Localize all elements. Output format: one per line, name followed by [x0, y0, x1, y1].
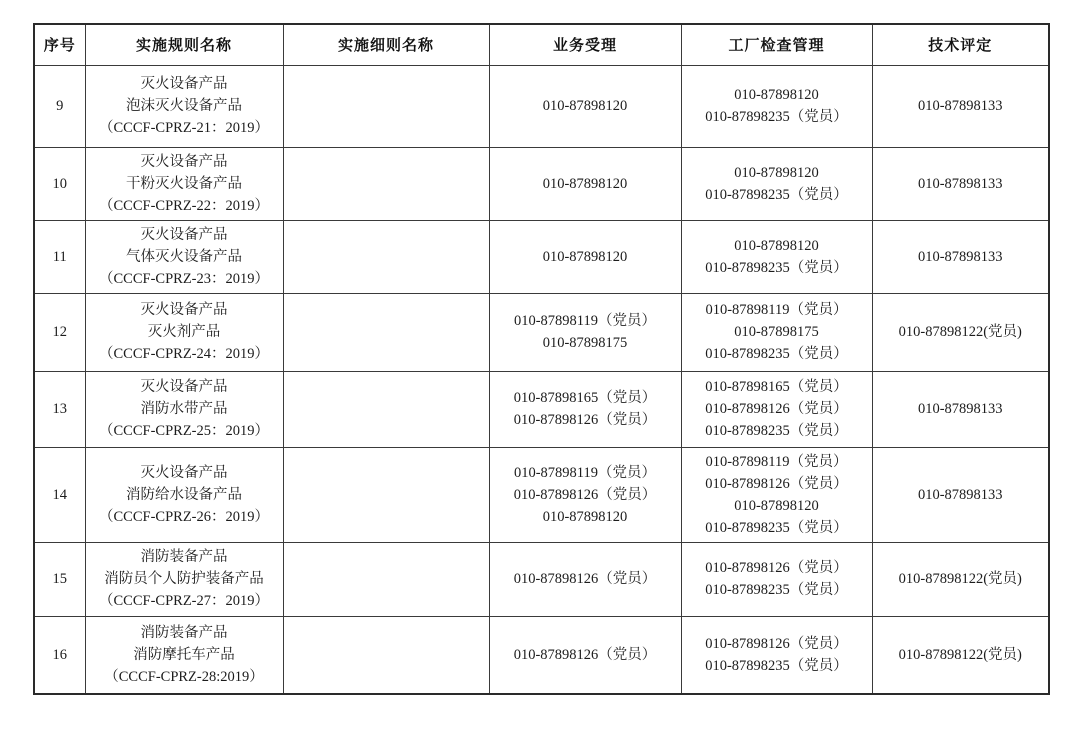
cell-line: 灭火设备产品 — [140, 153, 228, 170]
cell-factory-inspection-management — [681, 371, 872, 447]
table-row — [34, 65, 1049, 147]
cell-business-acceptance — [489, 65, 681, 147]
cell-business-acceptance — [489, 616, 681, 694]
cell-factory-inspection-management — [681, 65, 872, 147]
cell-line: 010-87898120 — [542, 175, 628, 192]
cell-line: 消防水带产品 — [140, 401, 228, 417]
cell-line: 灭火设备产品 — [140, 226, 228, 243]
cell-line: （CCCF-CPRZ-27：2019） — [99, 593, 269, 609]
cell-line: 消防装备产品 — [140, 549, 228, 565]
cell-line: 010-87898165（党员） — [513, 390, 657, 406]
cell-implementation-detail-name — [283, 65, 489, 147]
cell-line: 010-87898235（党员） — [705, 109, 848, 125]
cell-line: 16 — [52, 646, 67, 663]
cell-line: 010-87898235（党员） — [705, 582, 848, 598]
header-technical-evaluation: 技术评定 — [872, 24, 1049, 65]
cell-technical-evaluation — [872, 65, 1049, 147]
cell-implementation-rule-name — [85, 371, 283, 447]
header-implementation-rule-name: 实施规则名称 — [85, 24, 283, 65]
cell-technical-evaluation — [872, 447, 1049, 542]
cell-serial-number — [34, 293, 85, 371]
cell-implementation-detail-name — [283, 220, 489, 293]
cell-line: 消防给水设备产品 — [126, 486, 242, 503]
table-row — [34, 147, 1049, 220]
cell-line: （CCCF-CPRZ-28:2019） — [104, 668, 264, 685]
cell-line: 010-87898133 — [917, 486, 1003, 503]
header-row — [34, 24, 1049, 65]
cell-line: 干粉灭火设备产品 — [126, 175, 242, 192]
cell-line: （CCCF-CPRZ-25：2019） — [99, 423, 269, 439]
cell-business-acceptance — [489, 220, 681, 293]
cell-implementation-rule-name — [85, 147, 283, 220]
table-row — [34, 293, 1049, 371]
cell-line: 12 — [52, 324, 67, 340]
cell-implementation-detail-name — [283, 371, 489, 447]
cell-line: 010-87898126（党员） — [513, 412, 657, 428]
cell-line: 9 — [56, 98, 64, 114]
cell-line: 消防员个人防护装备产品 — [104, 571, 264, 587]
cell-line: 010-87898133 — [917, 98, 1003, 114]
cell-line: 灭火设备产品 — [140, 302, 228, 318]
cell-line: 010-87898175 — [542, 335, 628, 351]
cell-implementation-rule-name — [85, 616, 283, 694]
cell-line: （CCCF-CPRZ-24：2019） — [99, 346, 269, 362]
cell-line: 010-87898126（党员） — [705, 560, 848, 576]
cell-line: 灭火剂产品 — [147, 324, 221, 340]
cell-line: 010-87898119（党员） — [513, 313, 657, 329]
cell-line: 010-87898235（党员） — [705, 259, 848, 276]
cell-implementation-detail-name — [283, 293, 489, 371]
cell-line: 13 — [52, 401, 67, 417]
cell-technical-evaluation — [872, 220, 1049, 293]
cell-line: 010-87898126（党员） — [705, 475, 848, 492]
cell-line: （CCCF-CPRZ-22：2019） — [99, 197, 269, 214]
cell-line: 010-87898133 — [917, 401, 1003, 417]
cell-line: （CCCF-CPRZ-26：2019） — [99, 508, 269, 525]
cell-line: 消防摩托车产品 — [133, 646, 235, 663]
cell-line: 灭火设备产品 — [140, 379, 228, 395]
cell-line: （CCCF-CPRZ-23：2019） — [99, 270, 269, 287]
cell-technical-evaluation — [872, 616, 1049, 694]
cell-serial-number — [34, 447, 85, 542]
cell-line: （CCCF-CPRZ-21：2019） — [99, 120, 269, 136]
cell-line: 010-87898122(党员) — [898, 324, 1022, 340]
cell-line: 010-87898133 — [917, 248, 1003, 265]
header-implementation-detail-name: 实施细则名称 — [283, 24, 489, 65]
cell-line: 消防装备产品 — [140, 624, 228, 641]
header-serial-number: 序号 — [34, 24, 85, 65]
cell-line: 010-87898122(党员) — [898, 646, 1022, 663]
cell-implementation-detail-name — [283, 447, 489, 542]
cell-implementation-detail-name — [283, 542, 489, 616]
cell-serial-number — [34, 147, 85, 220]
cell-factory-inspection-management — [681, 220, 872, 293]
cell-line: 10 — [52, 175, 67, 192]
cell-line: 010-87898120 — [734, 237, 819, 254]
cell-line: 泡沫灭火设备产品 — [126, 98, 242, 114]
cell-technical-evaluation — [872, 371, 1049, 447]
cell-serial-number — [34, 616, 85, 694]
cell-line: 010-87898120 — [734, 164, 819, 181]
table-row — [34, 371, 1049, 447]
cell-serial-number — [34, 65, 85, 147]
cell-business-acceptance — [489, 542, 681, 616]
cell-line: 010-87898126（党员） — [513, 646, 657, 663]
cell-line: 灭火设备产品 — [140, 76, 228, 92]
cell-line: 010-87898126（党员） — [705, 401, 848, 417]
cell-technical-evaluation — [872, 293, 1049, 371]
certification-contact-table — [33, 23, 1050, 695]
table-row — [34, 447, 1049, 542]
cell-line: 010-87898126（党员） — [513, 486, 657, 503]
cell-implementation-rule-name — [85, 447, 283, 542]
cell-line: 010-87898120 — [542, 98, 628, 114]
cell-factory-inspection-management — [681, 293, 872, 371]
cell-implementation-rule-name — [85, 65, 283, 147]
cell-technical-evaluation — [872, 542, 1049, 616]
table-body — [34, 65, 1049, 694]
cell-serial-number — [34, 220, 85, 293]
cell-line: 010-87898175 — [734, 324, 819, 340]
cell-line: 灭火设备产品 — [140, 464, 228, 481]
cell-implementation-rule-name — [85, 542, 283, 616]
header-factory-inspection-management: 工厂检查管理 — [681, 24, 872, 65]
table-row — [34, 616, 1049, 694]
cell-line: 010-87898119（党员） — [705, 302, 848, 318]
header-business-acceptance: 业务受理 — [489, 24, 681, 65]
cell-business-acceptance — [489, 371, 681, 447]
cell-implementation-rule-name — [85, 293, 283, 371]
cell-line: 010-87898126（党员） — [513, 571, 657, 587]
cell-factory-inspection-management — [681, 542, 872, 616]
cell-line: 010-87898120 — [542, 248, 628, 265]
cell-line: 15 — [52, 571, 67, 587]
cell-line: 010-87898122(党员) — [898, 571, 1022, 587]
cell-line: 010-87898120 — [734, 497, 819, 514]
cell-line: 010-87898235（党员） — [705, 657, 848, 674]
cell-serial-number — [34, 371, 85, 447]
cell-line: 14 — [52, 486, 67, 503]
cell-factory-inspection-management — [681, 447, 872, 542]
cell-line: 010-87898235（党员） — [705, 186, 848, 203]
table-row — [34, 542, 1049, 616]
cell-technical-evaluation — [872, 147, 1049, 220]
cell-business-acceptance — [489, 293, 681, 371]
table-row — [34, 220, 1049, 293]
cell-implementation-detail-name — [283, 616, 489, 694]
cell-line: 010-87898119（党员） — [513, 464, 657, 481]
cell-business-acceptance — [489, 447, 681, 542]
cell-serial-number — [34, 542, 85, 616]
cell-factory-inspection-management — [681, 616, 872, 694]
cell-line: 010-87898235（党员） — [705, 423, 848, 439]
cell-line: 010-87898165（党员） — [705, 379, 848, 395]
cell-line: 010-87898235（党员） — [705, 519, 848, 536]
cell-line: 010-87898119（党员） — [705, 453, 848, 470]
cell-line: 010-87898120 — [542, 508, 628, 525]
cell-line: 010-87898120 — [734, 87, 819, 103]
cell-line: 010-87898133 — [917, 175, 1003, 192]
cell-line: 010-87898126（党员） — [705, 635, 848, 652]
cell-implementation-rule-name — [85, 220, 283, 293]
cell-line: 气体灭火设备产品 — [126, 248, 242, 265]
cell-line: 010-87898235（党员） — [705, 346, 848, 362]
cell-line: 11 — [52, 248, 67, 265]
cell-business-acceptance — [489, 147, 681, 220]
cell-implementation-detail-name — [283, 147, 489, 220]
cell-factory-inspection-management — [681, 147, 872, 220]
